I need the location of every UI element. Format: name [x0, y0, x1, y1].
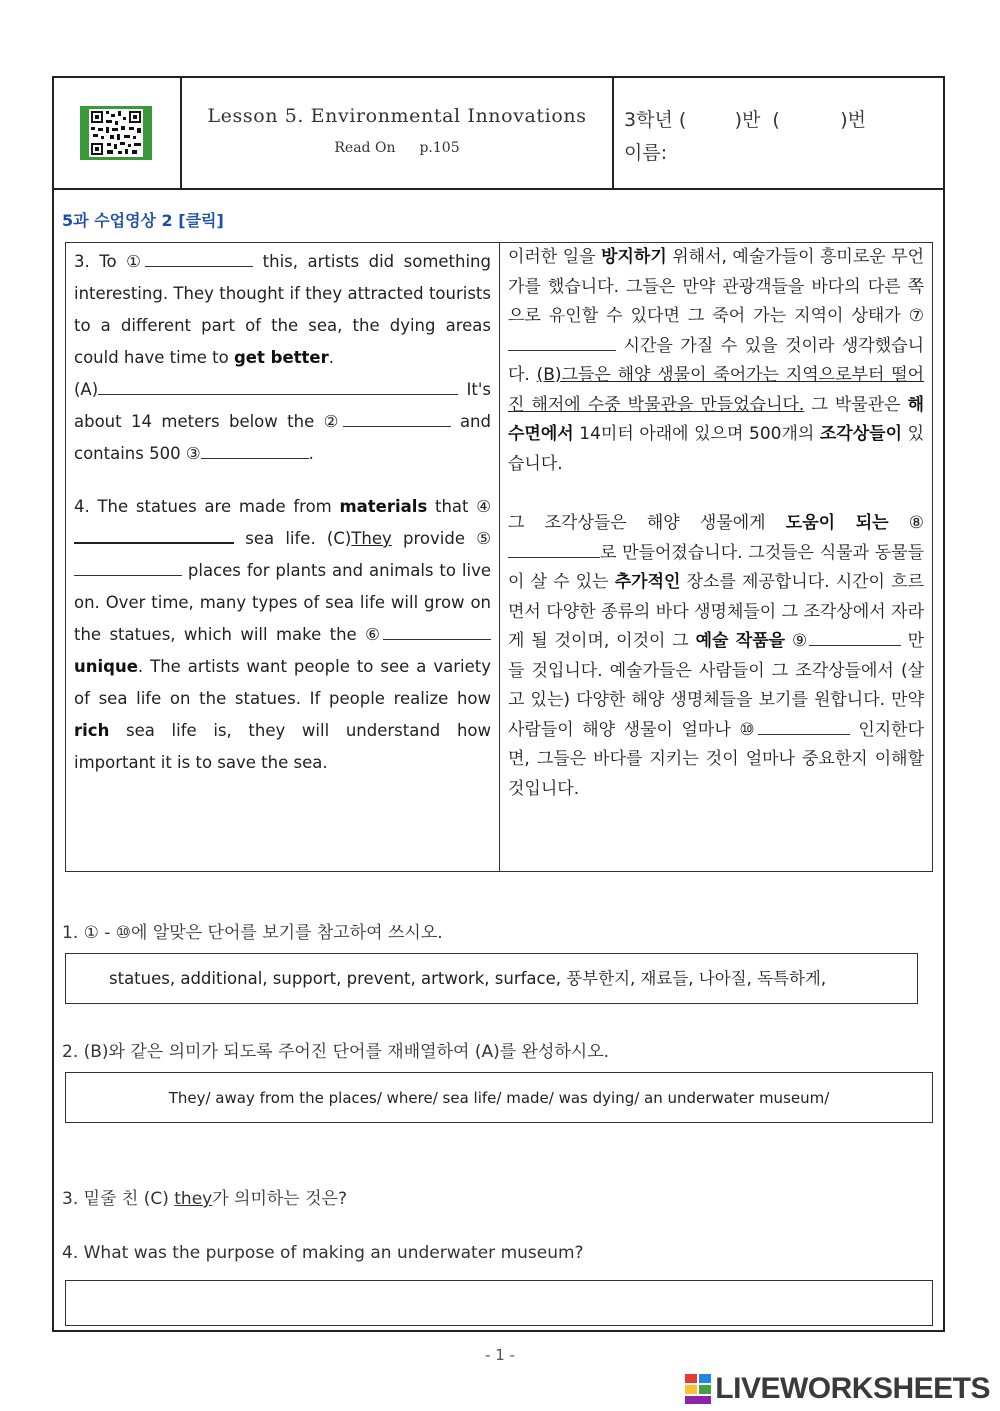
bold-text: get better: [234, 348, 329, 367]
bold-text: 예술 작품을: [695, 631, 786, 651]
liveworksheets-logo: [685, 1372, 990, 1406]
text: and contains 500 ③: [74, 412, 491, 463]
page-ref: p.105: [419, 140, 460, 156]
answer-box-4[interactable]: [65, 1280, 933, 1326]
text: 인지한다면, 그들은 바다를 지키는 것이 얼마나 중요한지 이해할 것입니다.: [508, 719, 925, 799]
read-on: Read On: [334, 140, 396, 156]
text: 그 조각상들은 해양 생물에게: [508, 513, 786, 533]
text: 시간을 가질 수 있을 것이라 생각했습니다.: [508, 335, 924, 385]
paragraph-4: [74, 491, 491, 779]
blank-5[interactable]: [74, 557, 182, 576]
lesson-title-cell: [182, 78, 614, 188]
name-label: 이름:: [624, 142, 668, 164]
underlined-they: They: [351, 529, 392, 548]
text: It's about 14 meters below the ②: [74, 380, 491, 431]
text: 로 만들어졌습니다. 그것들은 식물과 동물들이 살 수 있는: [508, 542, 924, 592]
bold-text: 방지하기: [601, 247, 667, 267]
bold-text: 추가적인: [614, 572, 681, 592]
text: 3. 밑줄 친 (C): [62, 1189, 175, 1209]
bold-text: rich: [74, 721, 110, 740]
korean-column: [500, 243, 932, 871]
bold-text: 도움이 되는: [785, 513, 889, 533]
paragraph-3: [74, 246, 491, 470]
blank-7[interactable]: [508, 332, 616, 351]
text: 장소를 제공합니다. 시간이 흐르면서 다양한 종류의 바다 생명체들이 그 조각상에서 자라게 될 것이며, 이것이 그: [508, 572, 924, 651]
lesson-video-link[interactable]: 5과 수업영상 2 [클릭]: [62, 211, 224, 230]
question-1: 1. ① - ⑩에 알맞은 단어를 보기를 참고하여 쓰시오.: [62, 923, 443, 943]
text: ⑨: [785, 631, 809, 651]
word-bank-box: statues, additional, support, prevent, artwork, surface, 풍부한지, 재료들, 나아질, 독특하게,: [65, 953, 918, 1004]
blank-2[interactable]: [343, 408, 451, 427]
blank-a[interactable]: [98, 376, 458, 395]
text: .: [308, 444, 314, 463]
qr-cell: [54, 78, 182, 188]
question-4: 4. What was the purpose of making an underwater museum?: [62, 1243, 584, 1263]
underlined-they: they: [174, 1189, 213, 1209]
brand-name: LIVEWORKSHEETS: [715, 1372, 990, 1405]
bold-text: 해수면에서: [508, 394, 924, 444]
bold-text: 조각상들이: [819, 424, 902, 444]
label-a: (A): [74, 380, 99, 399]
text: 있습니다.: [508, 424, 924, 474]
text: 4. The statues are made from: [74, 497, 340, 516]
text: sea life is, they will understand how important it is to save the sea.: [74, 721, 491, 772]
text: that ④: [427, 497, 491, 516]
bold-text: unique: [74, 657, 138, 676]
question-2: 2. (B)와 같은 의미가 되도록 주어진 단어를 재배열하여 (A)를 완성하시오.: [62, 1042, 610, 1062]
underlined-sentence-b: (B)그들은 해양 생물이 죽어가는 지역으로부터 떨어진 해저에 수중 박물관을 만들었습니다.: [508, 365, 925, 415]
bold-text: materials: [339, 497, 428, 516]
read-on-label: [182, 140, 612, 156]
text: sea life. (C): [234, 529, 352, 548]
scramble-words-box: They/ away from the places/ where/ sea life/ made/ was dying/ an underwater museum/: [65, 1072, 933, 1123]
text: this, artists did something interesting. They thought if they attracted tourists to a different part of the sea, the dying areas could have time to: [74, 252, 491, 367]
english-column: [66, 243, 500, 871]
text: provide ⑤: [391, 529, 491, 548]
blank-1[interactable]: [145, 248, 253, 267]
text: 가 의미하는 것은?: [212, 1189, 348, 1209]
page-number: - 1 -: [485, 1346, 515, 1364]
text: 위해서, 예술가들이 흥미로운 무언가를 했습니다. 그들은 만약 관광객들을 바다의 다른 쪽으로 유인할 수 있다면 그 죽어 가는 지역이 상태가 ⑦: [508, 247, 924, 326]
korean-paragraph-4: [508, 509, 924, 804]
text: places for plants and animals to live on. Over time, many types of sea life will grow on the statues, which will make the ⑥: [74, 561, 491, 644]
text: 3. To ①: [74, 252, 146, 271]
blank-4[interactable]: [74, 524, 234, 544]
text: .: [328, 348, 334, 367]
question-3: [62, 1184, 347, 1209]
blank-8[interactable]: [508, 539, 600, 558]
worksheet-header: [54, 78, 943, 190]
student-info-cell: [614, 78, 943, 188]
reading-table: [65, 242, 933, 872]
text: ⑧: [888, 513, 924, 533]
qr-code-icon[interactable]: [80, 106, 152, 160]
text: . The artists want people to see a variety of sea life on the statues. If people realize how: [74, 657, 491, 708]
text: 만들 것입니다. 예술가들은 사람들이 그 조각상들에서 (살고 있는) 다양한 해양 생명체들을 보기를 원합니다. 만약 사람들이 해양 생물이 얼마나 ⑩: [508, 631, 925, 740]
text: 그 박물관은: [804, 394, 908, 415]
lesson-title: Lesson 5. Environmental Innovations: [207, 105, 587, 127]
text: 이러한 일을: [508, 247, 602, 267]
blank-3[interactable]: [201, 440, 309, 459]
grade-class-number: 3학년 ( )반 ( )번: [624, 109, 866, 131]
blank-10[interactable]: [758, 716, 850, 735]
blank-9[interactable]: [809, 627, 901, 646]
korean-paragraph-3: [508, 243, 924, 479]
blank-6[interactable]: [383, 621, 491, 640]
text: 14미터 아래에 있으며 500개의: [573, 424, 820, 444]
liveworksheets-icon: [685, 1374, 711, 1404]
